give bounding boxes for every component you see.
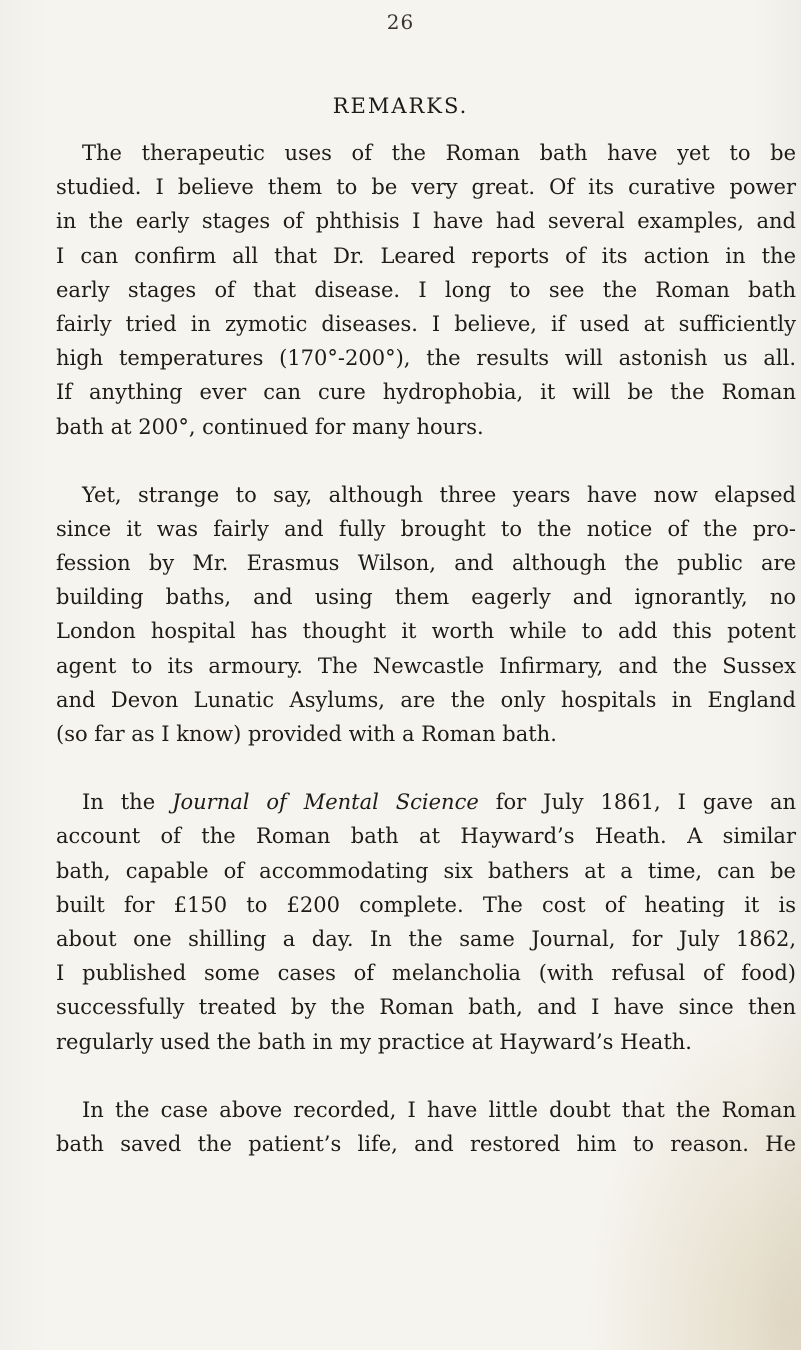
text-line: fession by Mr. Erasmus Wilson, and although the public are xyxy=(56,551,796,576)
text-line: studied. I believe them to be very great. Of its curative power xyxy=(56,175,796,200)
journal-title: Journal of Mental Science xyxy=(172,790,479,815)
text-line: built for £150 to £200 complete. The cost of heating it is xyxy=(56,892,796,917)
text-line: bath at 200°, continued for many hours. xyxy=(56,414,484,439)
text-line: building baths, and using them eagerly and ignorantly, no xyxy=(56,585,796,610)
text-line: (so far as I know) provided with a Roman bath. xyxy=(56,722,557,746)
text-line: London hospital has thought it worth while to add this potent xyxy=(56,619,796,644)
text-line: The therapeutic uses of the Roman bath have yet to be xyxy=(82,141,796,165)
paragraph-3 xyxy=(56,785,796,1059)
text-line: and Devon Lunatic Asylums, are the only hospitals in England xyxy=(56,687,796,712)
text-segment: In the xyxy=(82,790,173,815)
text-line: agent to its armoury. The Newcastle Infirmary, and the Sussex xyxy=(56,653,796,678)
paragraph-2 xyxy=(56,478,796,752)
text-line: high temperatures (170°-200°), the results will astonish us all. xyxy=(56,346,796,371)
text-line: early stages of that disease. I long to see the Roman bath xyxy=(56,277,796,302)
text-line: account of the Roman bath at Hayward’s Heath. A similar xyxy=(56,824,796,849)
text-segment: for July 1861, I gave an xyxy=(478,790,797,815)
paragraph-4 xyxy=(56,1093,796,1161)
text-line: in the early stages of phthisis I have had several examples, and xyxy=(56,209,796,234)
text-line: If anything ever can cure hydrophobia, it will be the Roman xyxy=(56,380,796,405)
text-line xyxy=(56,785,796,819)
paragraph-1 xyxy=(56,136,796,444)
text-line: Yet, strange to say, although three years have now elapsed xyxy=(82,482,796,507)
text-line: bath, capable of accommodating six bathers at a time, can be xyxy=(56,858,796,883)
text-line: In the case above recorded, I have little doubt that the Roman xyxy=(82,1097,796,1122)
text-line: I published some cases of melancholia (with refusal of food) xyxy=(56,961,796,986)
page-number: 26 xyxy=(386,10,415,34)
section-heading: REMARKS. xyxy=(332,94,469,118)
text-line: regularly used the bath in my practice at Hayward’s Heath. xyxy=(56,1029,692,1054)
text-line: about one shilling a day. In the same Journal, for July 1862, xyxy=(56,926,796,951)
text-line: I can confirm all that Dr. Leared reports of its action in the xyxy=(56,243,796,268)
text-line: successfully treated by the Roman bath, and I have since then xyxy=(56,995,796,1020)
text-line: bath saved the patient’s life, and restored him to reason. He xyxy=(56,1131,796,1156)
text-line: since it was fairly and fully brought to the notice of the pro- xyxy=(56,516,796,541)
text-line: fairly tried in zymotic diseases. I believe, if used at sufficiently xyxy=(56,311,796,336)
body-text xyxy=(56,136,796,1195)
